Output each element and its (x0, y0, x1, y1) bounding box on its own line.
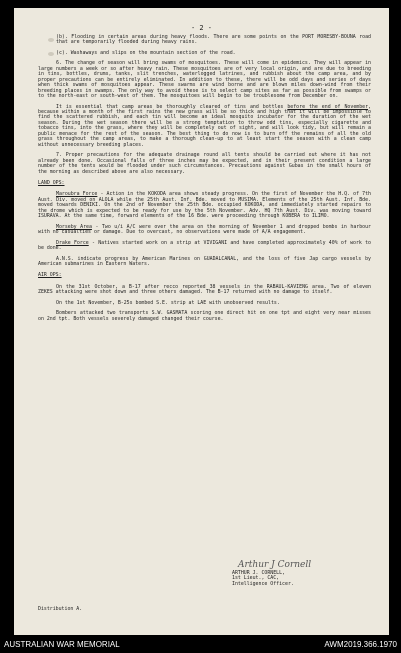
signatory-rank: 1st Lieut., CAC, (232, 575, 280, 582)
footer-institution: AUSTRALIAN WAR MEMORIAL (4, 640, 120, 649)
ans-paragraph: A.N.S. indicate progress by American Marines on GUADALCANAL, and the loss of five Jap cargo vessels by American submarines in Eastern Waters. (38, 255, 371, 267)
underlined-text: before the end of November (287, 103, 369, 110)
morseby-paragraph (38, 225, 371, 236)
paragraph-6-continued (38, 105, 371, 149)
handwritten-signature: Arthur J Cornell (238, 560, 312, 570)
section-title: Morseby Area (56, 223, 92, 230)
page-number: - 2 - (190, 24, 213, 32)
text-span: , because within a month of the first rains the new grass will be so thick and high that it will be impossible to find the scattered rubbish, and each tin will become an ideal mosquito incubator for the duration of the wet season. During the wet season there will be a strong temptation to throw odd tins, especially cigarette and tobacco tins, into the grass, where they will be completely out of sight, and will look tidy, but will remain a public menace for the rest of the season. The best thing to do now is to burn off the remains of all the old grass throughout the camp areas, to make a thorough clean-up to at least start the season with a clean camp without unnecessary breeding places. (38, 103, 371, 148)
land-ops-heading: LAND OPS: (38, 179, 65, 186)
document-page (14, 8, 389, 635)
signatory-name: ARTHUR J. CORNELL, (232, 569, 285, 576)
text-span: - Action in the KOKODA area shows steady progress. On the first of November the H.Q. of 7th Aust. Div. moved on ALOLA while the 25th Aust. Inf. Bde. moved to MUSIMA. Elements of the 25th Aust. Inf. Bde. moved towards DENIKI. On the 2nd of November the 25th Bde. occupied KOKODA, and immediately started repairs to the drome which is expected to be ready for use by the 5th November. Adv. HQ 7th Aust. Div. was moving toward ISURAVA. At the same time, forward elements of the 16 Bde. were proceeding through KOBERA to ILIMO. (38, 191, 371, 220)
air-ops-paragraph-2: On the 1st November, B-25s bombed S.E. strip at LAE with unobserved results. (56, 299, 280, 306)
air-ops-paragraph-1: On the 31st October, a B-17 after recco reported 38 vessels in the RABAUL-KAVIENG area. Two of eleven ZEKES attacking were shot down and three others damaged. The B-17 returned with no damage to itself. (38, 283, 371, 296)
air-ops-paragraph-3: Bombers attacked two transports S.W. GASMATA scoring one direct hit on one tpt and eight very near misses on 2nd tpt. Both vessels severely damaged changed their course. (38, 310, 371, 322)
text-span: - Natives started work on a strip at VIVIGANI and have completed approximately 40% of work to be done. (38, 239, 371, 252)
archive-footer (0, 636, 401, 653)
maroubra-paragraph (38, 192, 371, 219)
drake-paragraph (38, 241, 371, 252)
paragraph-6: 6. The change of season will bring swams of mosquitoes. These will come in epidemics. They will appear in large numbers a week or so after heavy rain. These mosquitoes are of very local origin, and are due to breeding in tins, bottles, drums, tanks, slit trenches, waterlogged latrines, and rubbish about the camp area, and by proper precautions can be entirely eliminated. In addition to these, there will be odd days and series of days when thick swams of mosquitoes appear. These swarms are wind borne and are blown miles down-wind from their breeding places in swamps. The only way to avoid these is to select camp sites as far as possible from swamps or to the north-east or south-west of them. The mosquitoes will begin to be troublesome from December on. (38, 60, 371, 100)
paragraph-7: 7. Proper precautions for the adequate drainage round all tents should be carried out where it has not already been done. Occasional falls of three inches may be expected, and in their present condition a large number of the tents would be flooded under such circumstances. Precautions against Gubas in the small hours of the morning as described above are also necessary. (38, 152, 371, 175)
paragraph-c: (c). Washaways and slips on the mountain section of the road. (56, 49, 236, 56)
document-body (38, 35, 371, 327)
section-title: Maroubra Force (56, 191, 98, 198)
signature-block (232, 560, 372, 587)
section-title: Drake Force (56, 239, 89, 246)
paragraph-b: (b). Flooding in certain areas during heavy floods. There are some points on the PORT MORESBY-BOUNA road that are temporarily flooded during heavy rains. (56, 34, 371, 46)
text-span: - Two u/i A/C were over the area on the morning of November 1 and dropped bombs in harbour with no casualties or damage. Due to overcast, no observations were made of A/A engagement. (38, 223, 371, 236)
text-span: It is essential that camp areas be thoroughly cleared of tins and bottles (56, 103, 288, 110)
air-ops-heading: AIR OPS: (38, 272, 62, 279)
signatory-title: Intelligence Officer. (232, 580, 294, 587)
footer-reference: AWM2019.366.1970 (324, 640, 397, 649)
distribution-line: Distribution A. (38, 606, 83, 612)
